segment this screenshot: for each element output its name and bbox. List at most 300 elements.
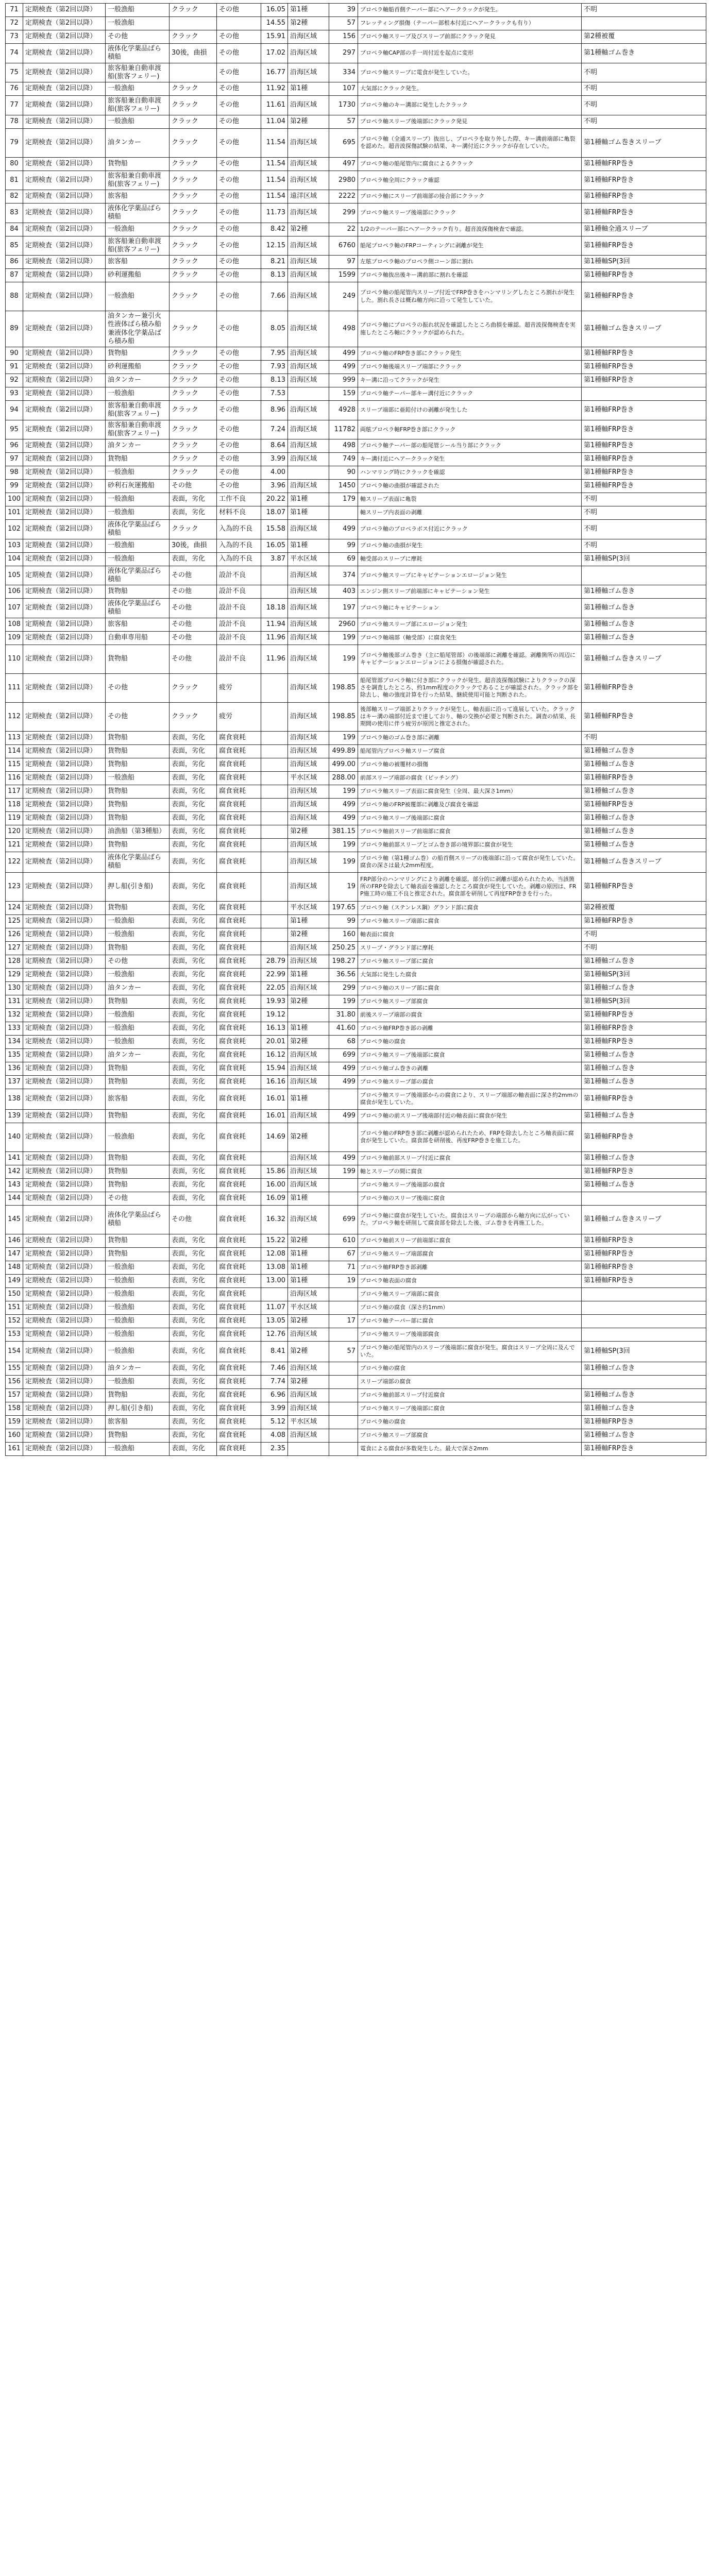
gross-tonnage-cell: [329, 506, 358, 520]
gross-tonnage-cell: [329, 1415, 358, 1429]
shaft-type-cell: 第1種軸ゴム巻き: [582, 1178, 706, 1192]
vessel-type-cell: 旅客船兼自動車渡船(旅客フェリー): [106, 171, 170, 190]
gross-tonnage-cell: 107: [329, 82, 358, 96]
row-number-cell: 125: [6, 914, 23, 928]
damage-cause-cell: 腐食衰耗: [217, 731, 261, 744]
gross-tonnage-cell: 199: [329, 785, 358, 798]
gross-tonnage-cell: 498: [329, 439, 358, 453]
damage-cause-cell: 腐食衰耗: [217, 758, 261, 771]
navigation-area-cell: 第2種: [288, 825, 329, 838]
vessel-type-cell: 一般漁船: [106, 115, 170, 128]
navigation-area-cell: 第1種: [288, 82, 329, 96]
vessel-type-cell: 一般漁船: [106, 1035, 170, 1048]
ship-age-cell: 7.66: [261, 282, 288, 311]
damage-description-cell: プロペラ軸スリーブ部にエロージョン発生: [358, 618, 582, 631]
damage-kind-cell: 表面，劣化: [170, 1035, 217, 1048]
inspection-category-cell: 定期検査（第2回以降）: [23, 1035, 106, 1048]
damage-cause-cell: 腐食衰耗: [217, 1375, 261, 1388]
gross-tonnage-cell: 499.00: [329, 758, 358, 771]
ship-age-cell: 22.99: [261, 968, 288, 981]
gross-tonnage-cell: 67: [329, 1247, 358, 1261]
damage-description-cell: 後部軸スリーブ端部よりクラックが発生し、軸表面に沿って進展していた。クラックはキー溝の端部付近まで達しており、軸の交換が必要と判断された。調査の結果、長期間の使用に伴う疲労が原因と推定された。: [358, 702, 582, 731]
shaft-type-cell: [582, 566, 706, 585]
vessel-type-cell: 旅客船兼自動車渡船(旅客フェリー): [106, 63, 170, 82]
navigation-area-cell: 沿海区域: [288, 311, 329, 347]
damage-kind-cell: 表面，劣化: [170, 995, 217, 1008]
table-row: [6, 82, 706, 96]
vessel-type-cell: 砂利運搬船: [106, 361, 170, 374]
ship-age-cell: 3.87: [261, 552, 288, 566]
shaft-type-cell: 第1種軸FRP巻き: [582, 1442, 706, 1455]
damage-description-cell: プロペラ軸の腐食: [358, 1035, 582, 1048]
row-number-cell: 120: [6, 825, 23, 838]
vessel-type-cell: 貨物船: [106, 347, 170, 361]
damage-kind-cell: クラック: [170, 82, 217, 96]
damage-cause-cell: 腐食衰耗: [217, 1035, 261, 1048]
ship-age-cell: 3.99: [261, 1402, 288, 1415]
table-row: [6, 171, 706, 190]
gross-tonnage-cell: 22: [329, 223, 358, 236]
table-row: [6, 374, 706, 387]
row-number-cell: 101: [6, 506, 23, 520]
ship-age-cell: [261, 585, 288, 599]
row-number-cell: 100: [6, 493, 23, 506]
shaft-type-cell: [582, 387, 706, 401]
damage-description-cell: プロペラ軸前スリーブ前端部に腐食: [358, 825, 582, 838]
damage-kind-cell: [170, 63, 217, 82]
gross-tonnage-cell: 199: [329, 645, 358, 673]
damage-kind-cell: [170, 17, 217, 30]
navigation-area-cell: 第1種: [288, 1089, 329, 1109]
damage-cause-cell: 腐食衰耗: [217, 1008, 261, 1022]
inspection-category-cell: 定期検査（第2回以降）: [23, 645, 106, 673]
damage-description-cell: プロペラ軸スリーブ後端部腐食: [358, 1328, 582, 1341]
ship-age-cell: 7.24: [261, 420, 288, 439]
row-number-cell: 81: [6, 171, 23, 190]
damage-cause-cell: その他: [217, 466, 261, 480]
damage-kind-cell: 表面，劣化: [170, 785, 217, 798]
navigation-area-cell: 沿海区域: [288, 618, 329, 631]
gross-tonnage-cell: 68: [329, 1035, 358, 1048]
shaft-type-cell: [582, 17, 706, 30]
damage-kind-cell: 表面，劣化: [170, 744, 217, 758]
damage-kind-cell: クラック: [170, 236, 217, 256]
row-number-cell: 85: [6, 236, 23, 256]
vessel-type-cell: 貨物船: [106, 1109, 170, 1123]
shaft-type-cell: 第1種軸FRP巻き: [582, 466, 706, 480]
row-number-cell: 152: [6, 1314, 23, 1328]
damage-description-cell: プロペラ軸の腐食（深さ約1mm）: [358, 1301, 582, 1314]
row-number-cell: 160: [6, 1429, 23, 1442]
row-number-cell: 129: [6, 968, 23, 981]
navigation-area-cell: 沿海区域: [288, 520, 329, 539]
damage-cause-cell: その他: [217, 236, 261, 256]
row-number-cell: 74: [6, 44, 23, 63]
damage-description-cell: 軸スリーブ内表面の剥離: [358, 506, 582, 520]
damage-kind-cell: その他: [170, 599, 217, 618]
damage-cause-cell: 腐食衰耗: [217, 955, 261, 968]
gross-tonnage-cell: 2222: [329, 190, 358, 204]
inspection-category-cell: 定期検査（第2回以降）: [23, 311, 106, 347]
ship-age-cell: 16.12: [261, 1048, 288, 1062]
table-row: [6, 1234, 706, 1247]
shaft-type-cell: 第1種軸全通スリーブ: [582, 223, 706, 236]
vessel-type-cell: 一般漁船: [106, 1375, 170, 1388]
inspection-category-cell: 定期検査（第2回以降）: [23, 1048, 106, 1062]
damage-description-cell: 両舷プロペラ軸FRP巻き部にクラック: [358, 420, 582, 439]
table-row: [6, 1341, 706, 1362]
navigation-area-cell: 沿海区域: [288, 256, 329, 269]
navigation-area-cell: 第2種: [288, 223, 329, 236]
gross-tonnage-cell: [329, 1442, 358, 1455]
damage-description-cell: プロペラ軸船首側テーパー部にヘアークラックが発生。: [358, 4, 582, 17]
damage-kind-cell: 表面，劣化: [170, 968, 217, 981]
damage-cause-cell: その他: [217, 63, 261, 82]
gross-tonnage-cell: 4928: [329, 401, 358, 420]
navigation-area-cell: 第1種: [288, 493, 329, 506]
navigation-area-cell: 沿海区域: [288, 347, 329, 361]
damage-description-cell: プロペラ軸スリーブ後端部からの腐食により、スリーブ端部の軸表面に深さ約2mmの腐食が発生していた。: [358, 1089, 582, 1109]
damage-description-cell: プロペラ軸の被覆材の損傷: [358, 758, 582, 771]
inspection-category-cell: 定期検査（第2回以降）: [23, 1234, 106, 1247]
damage-cause-cell: 腐食衰耗: [217, 1402, 261, 1415]
ship-age-cell: 2.35: [261, 1442, 288, 1455]
inspection-category-cell: 定期検査（第2回以降）: [23, 631, 106, 645]
damage-kind-cell: 表面，劣化: [170, 552, 217, 566]
shaft-type-cell: 第1種軸ゴム巻きスリーブ: [582, 1205, 706, 1234]
shaft-type-cell: 第1種軸FRP巻き: [582, 673, 706, 702]
inspection-category-cell: 定期検査（第2回以降）: [23, 928, 106, 941]
gross-tonnage-cell: 36.56: [329, 968, 358, 981]
row-number-cell: 90: [6, 347, 23, 361]
navigation-area-cell: 沿海区域: [288, 1429, 329, 1442]
damage-description-cell: プロペラ軸スリーブ及びスリーブ前部にクラック発見: [358, 30, 582, 44]
vessel-type-cell: 液体化学薬品ばら積船: [106, 44, 170, 63]
table-row: [6, 852, 706, 872]
shaft-type-cell: 第1種軸FRP巻き: [582, 269, 706, 282]
damage-kind-cell: 表面，劣化: [170, 1151, 217, 1165]
gross-tonnage-cell: 198.85: [329, 702, 358, 731]
row-number-cell: 76: [6, 82, 23, 96]
damage-description-cell: プロペラ軸のゴム巻き部に剥離: [358, 731, 582, 744]
ship-age-cell: 16.09: [261, 1192, 288, 1205]
navigation-area-cell: 沿海区域: [288, 1109, 329, 1123]
damage-description-cell: プロペラ軸スリーブ端部腐食: [358, 1247, 582, 1261]
damage-cause-cell: その他: [217, 190, 261, 204]
row-number-cell: 113: [6, 731, 23, 744]
damage-kind-cell: 表面，劣化: [170, 1165, 217, 1178]
damage-description-cell: プロペラ軸にプロペラの振れ状況を確認したところ曲損を確認。超音波探傷検査を実施したところ軸にクラックが認められた。: [358, 311, 582, 347]
damage-kind-cell: 表面，劣化: [170, 771, 217, 785]
damage-kind-cell: クラック: [170, 361, 217, 374]
shaft-type-cell: 第1種軸FRP巻き: [582, 439, 706, 453]
damage-cause-cell: その他: [217, 387, 261, 401]
shaft-type-cell: [582, 1287, 706, 1301]
damage-description-cell: 軸スリーブ表面に亀裂: [358, 493, 582, 506]
damage-cause-cell: 腐食衰耗: [217, 838, 261, 852]
table-row: [6, 520, 706, 539]
navigation-area-cell: 沿海区域: [288, 157, 329, 171]
navigation-area-cell: 第1種: [288, 539, 329, 552]
damage-kind-cell: クラック: [170, 374, 217, 387]
damage-description-cell: プロペラ軸の曲損が発生: [358, 539, 582, 552]
damage-description-cell: プロペラ軸スリーブに電食が発生していた。: [358, 63, 582, 82]
vessel-type-cell: 油タンカー: [106, 128, 170, 157]
shaft-type-cell: 第1種軸FRP巻き: [582, 1234, 706, 1247]
damage-description-cell: プロペラ軸テーパー部キー溝付近にクラック: [358, 387, 582, 401]
damage-kind-cell: クラック: [170, 4, 217, 17]
damage-cause-cell: 設計不良: [217, 631, 261, 645]
table-row: [6, 1192, 706, 1205]
inspection-category-cell: 定期検査（第2回以降）: [23, 618, 106, 631]
gross-tonnage-cell: 198.85: [329, 673, 358, 702]
navigation-area-cell: 沿海区域: [288, 30, 329, 44]
damage-description-cell: フレッティング損傷（テーパー部根本付近にヘアークラックも有り）: [358, 17, 582, 30]
table-row: [6, 825, 706, 838]
vessel-type-cell: 一般漁船: [106, 1301, 170, 1314]
damage-kind-cell: 表面，劣化: [170, 1301, 217, 1314]
navigation-area-cell: 第2種: [288, 115, 329, 128]
ship-age-cell: 11.61: [261, 96, 288, 115]
ship-age-cell: 8.64: [261, 439, 288, 453]
row-number-cell: 145: [6, 1205, 23, 1234]
ship-age-cell: 12.76: [261, 1328, 288, 1341]
damage-description-cell: プロペラ軸表面の腐食: [358, 1274, 582, 1287]
damage-cause-cell: 腐食衰耗: [217, 1314, 261, 1328]
gross-tonnage-cell: 99: [329, 539, 358, 552]
navigation-area-cell: 沿海区域: [288, 1362, 329, 1375]
ship-age-cell: 3.99: [261, 453, 288, 466]
damage-cause-cell: 工作不良: [217, 493, 261, 506]
shaft-type-cell: 第1種軸ゴム巻き: [582, 1429, 706, 1442]
damage-kind-cell: 表面，劣化: [170, 928, 217, 941]
damage-cause-cell: その他: [217, 157, 261, 171]
damage-kind-cell: 表面，劣化: [170, 1442, 217, 1455]
damage-kind-cell: クラック: [170, 30, 217, 44]
navigation-area-cell: 平水区域: [288, 552, 329, 566]
gross-tonnage-cell: 99: [329, 914, 358, 928]
damage-description-cell: プロペラ軸スリーブ端部に腐食: [358, 1287, 582, 1301]
row-number-cell: 109: [6, 631, 23, 645]
gross-tonnage-cell: 499: [329, 811, 358, 825]
damage-description-cell: プロペラ軸スリーブ後端部に腐食: [358, 1402, 582, 1415]
table-row: [6, 798, 706, 811]
gross-tonnage-cell: 499: [329, 347, 358, 361]
damage-cause-cell: 腐食衰耗: [217, 1442, 261, 1455]
gross-tonnage-cell: 160: [329, 928, 358, 941]
inspection-category-cell: 定期検査（第2回以降）: [23, 758, 106, 771]
ship-age-cell: 17.02: [261, 44, 288, 63]
vessel-type-cell: 一般漁船: [106, 1022, 170, 1035]
vessel-type-cell: 一般漁船: [106, 771, 170, 785]
damage-kind-cell: 表面，劣化: [170, 1234, 217, 1247]
damage-description-cell: プロペラ軸全周にクラック確認: [358, 171, 582, 190]
damage-kind-cell: クラック: [170, 128, 217, 157]
damage-kind-cell: 表面，劣化: [170, 1429, 217, 1442]
shaft-type-cell: 第1種軸FRP巻き: [582, 1089, 706, 1109]
damage-kind-cell: 表面，劣化: [170, 981, 217, 995]
inspection-category-cell: 定期検査（第2回以降）: [23, 872, 106, 901]
inspection-category-cell: 定期検査（第2回以降）: [23, 1123, 106, 1151]
navigation-area-cell: [288, 1008, 329, 1022]
shaft-type-cell: 第1種軸ゴム巻き: [582, 811, 706, 825]
navigation-area-cell: 沿海区域: [288, 1328, 329, 1341]
ship-age-cell: 11.94: [261, 618, 288, 631]
inspection-category-cell: 定期検査（第2回以降）: [23, 744, 106, 758]
navigation-area-cell: 第2種: [288, 1123, 329, 1151]
gross-tonnage-cell: 299: [329, 204, 358, 223]
row-number-cell: 127: [6, 941, 23, 955]
navigation-area-cell: 第1種: [288, 4, 329, 17]
navigation-area-cell: 沿海区域: [288, 811, 329, 825]
navigation-area-cell: 第2種: [288, 928, 329, 941]
gross-tonnage-cell: 499: [329, 1151, 358, 1165]
gross-tonnage-cell: 1730: [329, 96, 358, 115]
damage-kind-cell: 表面，劣化: [170, 872, 217, 901]
table-row: [6, 480, 706, 493]
damage-description-cell: ハンマリング時にクラックを確認: [358, 466, 582, 480]
damage-cause-cell: 腐食衰耗: [217, 1178, 261, 1192]
damage-description-cell: 船尾管内プロペラ軸スリーブ腐食: [358, 744, 582, 758]
vessel-type-cell: 一般漁船: [106, 1123, 170, 1151]
row-number-cell: 83: [6, 204, 23, 223]
table-row: [6, 901, 706, 914]
gross-tonnage-cell: 1599: [329, 269, 358, 282]
gross-tonnage-cell: 695: [329, 128, 358, 157]
table-row: [6, 1089, 706, 1109]
damage-description-cell: プロペラ軸（ステンレス鋼）グランド部に腐食: [358, 901, 582, 914]
gross-tonnage-cell: 381.15: [329, 825, 358, 838]
inspection-category-cell: 定期検査（第2回以降）: [23, 838, 106, 852]
gross-tonnage-cell: 198.27: [329, 955, 358, 968]
vessel-type-cell: 一般漁船: [106, 1274, 170, 1287]
damage-cause-cell: 腐食衰耗: [217, 1274, 261, 1287]
row-number-cell: 107: [6, 599, 23, 618]
ship-age-cell: [261, 566, 288, 585]
damage-kind-cell: 表面，劣化: [170, 1314, 217, 1328]
vessel-type-cell: 一般漁船: [106, 17, 170, 30]
damage-cause-cell: 腐食衰耗: [217, 1247, 261, 1261]
inspection-category-cell: 定期検査（第2回以降）: [23, 1247, 106, 1261]
navigation-area-cell: 第1種: [288, 1261, 329, 1274]
gross-tonnage-cell: 199: [329, 995, 358, 1008]
table-row: [6, 1287, 706, 1301]
navigation-area-cell: 沿海区域: [288, 171, 329, 190]
gross-tonnage-cell: 57: [329, 1341, 358, 1362]
inspection-category-cell: 定期検査（第2回以降）: [23, 347, 106, 361]
navigation-area-cell: 沿海区域: [288, 1178, 329, 1192]
inspection-category-cell: 定期検査（第2回以降）: [23, 1008, 106, 1022]
damage-kind-cell: クラック: [170, 347, 217, 361]
damage-cause-cell: その他: [217, 269, 261, 282]
gross-tonnage-cell: 497: [329, 157, 358, 171]
damage-description-cell: 左舷プロペラ軸のプロペラ側コーン部に割れ: [358, 256, 582, 269]
gross-tonnage-cell: 97: [329, 256, 358, 269]
gross-tonnage-cell: [329, 1375, 358, 1388]
damage-cause-cell: 腐食衰耗: [217, 1388, 261, 1402]
row-number-cell: 86: [6, 256, 23, 269]
damage-kind-cell: その他: [170, 645, 217, 673]
gross-tonnage-cell: 749: [329, 453, 358, 466]
vessel-type-cell: 貨物船: [106, 838, 170, 852]
damage-description-cell: プロペラ軸に腐食が発生していた。腐食はスリーブの端部から軸方向に広がっていた。プロペラ軸を研削して腐食部を除去した後、ゴム巻きを再施工した。: [358, 1205, 582, 1234]
table-row: [6, 17, 706, 30]
gross-tonnage-cell: 17: [329, 1314, 358, 1328]
row-number-cell: 115: [6, 758, 23, 771]
gross-tonnage-cell: [329, 1123, 358, 1151]
gross-tonnage-cell: 2980: [329, 171, 358, 190]
ship-age-cell: 11.96: [261, 645, 288, 673]
inspection-category-cell: 定期検査（第2回以降）: [23, 941, 106, 955]
navigation-area-cell: 沿海区域: [288, 1048, 329, 1062]
damage-cause-cell: 設計不良: [217, 618, 261, 631]
damage-cause-cell: 腐食衰耗: [217, 1429, 261, 1442]
inspection-category-cell: 定期検査（第2回以降）: [23, 1402, 106, 1415]
gross-tonnage-cell: 403: [329, 585, 358, 599]
inspection-category-cell: 定期検査（第2回以降）: [23, 236, 106, 256]
inspection-category-cell: 定期検査（第2回以降）: [23, 480, 106, 493]
table-row: [6, 645, 706, 673]
damage-description-cell: プロペラ軸の前スリーブ後端部付近の軸表面に腐食が発生: [358, 1109, 582, 1123]
vessel-type-cell: 一般漁船: [106, 223, 170, 236]
damage-cause-cell: 腐食衰耗: [217, 1109, 261, 1123]
damage-cause-cell: 腐食衰耗: [217, 852, 261, 872]
row-number-cell: 105: [6, 566, 23, 585]
damage-description-cell: プロペラ軸スリーブ後端部にクラック: [358, 204, 582, 223]
damage-cause-cell: その他: [217, 401, 261, 420]
row-number-cell: 71: [6, 4, 23, 17]
vessel-type-cell: 一般漁船: [106, 1314, 170, 1328]
gross-tonnage-cell: 250.25: [329, 941, 358, 955]
ship-age-cell: 8.42: [261, 223, 288, 236]
table-row: [6, 4, 706, 17]
navigation-area-cell: 沿海区域: [288, 439, 329, 453]
ship-age-cell: [261, 901, 288, 914]
shaft-type-cell: 第1種軸ゴム巻き: [582, 1362, 706, 1375]
damage-kind-cell: 表面，劣化: [170, 1402, 217, 1415]
ship-age-cell: 13.08: [261, 1261, 288, 1274]
inspection-category-cell: 定期検査（第2回以降）: [23, 1192, 106, 1205]
damage-kind-cell: クラック: [170, 223, 217, 236]
gross-tonnage-cell: 499: [329, 1109, 358, 1123]
inspection-category-cell: 定期検査（第2回以降）: [23, 128, 106, 157]
vessel-type-cell: 油タンカー: [106, 1048, 170, 1062]
damage-cause-cell: その他: [217, 361, 261, 374]
damage-cause-cell: 腐食衰耗: [217, 1341, 261, 1362]
vessel-type-cell: 自動車専用船: [106, 631, 170, 645]
vessel-type-cell: 旅客船: [106, 1089, 170, 1109]
damage-cause-cell: 腐食衰耗: [217, 825, 261, 838]
shaft-type-cell: 第1種軸SP(3回: [582, 995, 706, 1008]
damage-description-cell: プロペラ軸抜出後キー溝前部に割れを確認: [358, 269, 582, 282]
inspection-category-cell: 定期検査（第2回以降）: [23, 852, 106, 872]
ship-age-cell: [261, 758, 288, 771]
navigation-area-cell: 沿海区域: [288, 1388, 329, 1402]
damage-kind-cell: 表面，劣化: [170, 1362, 217, 1375]
ship-age-cell: [261, 673, 288, 702]
vessel-type-cell: 貨物船: [106, 901, 170, 914]
ship-age-cell: 8.13: [261, 269, 288, 282]
table-row: [6, 493, 706, 506]
ship-age-cell: [261, 1151, 288, 1165]
table-row: [6, 1008, 706, 1022]
row-number-cell: 82: [6, 190, 23, 204]
ship-age-cell: 18.07: [261, 506, 288, 520]
damage-kind-cell: 表面，劣化: [170, 825, 217, 838]
table-row: [6, 282, 706, 311]
damage-kind-cell: クラック: [170, 520, 217, 539]
table-row: [6, 1247, 706, 1261]
